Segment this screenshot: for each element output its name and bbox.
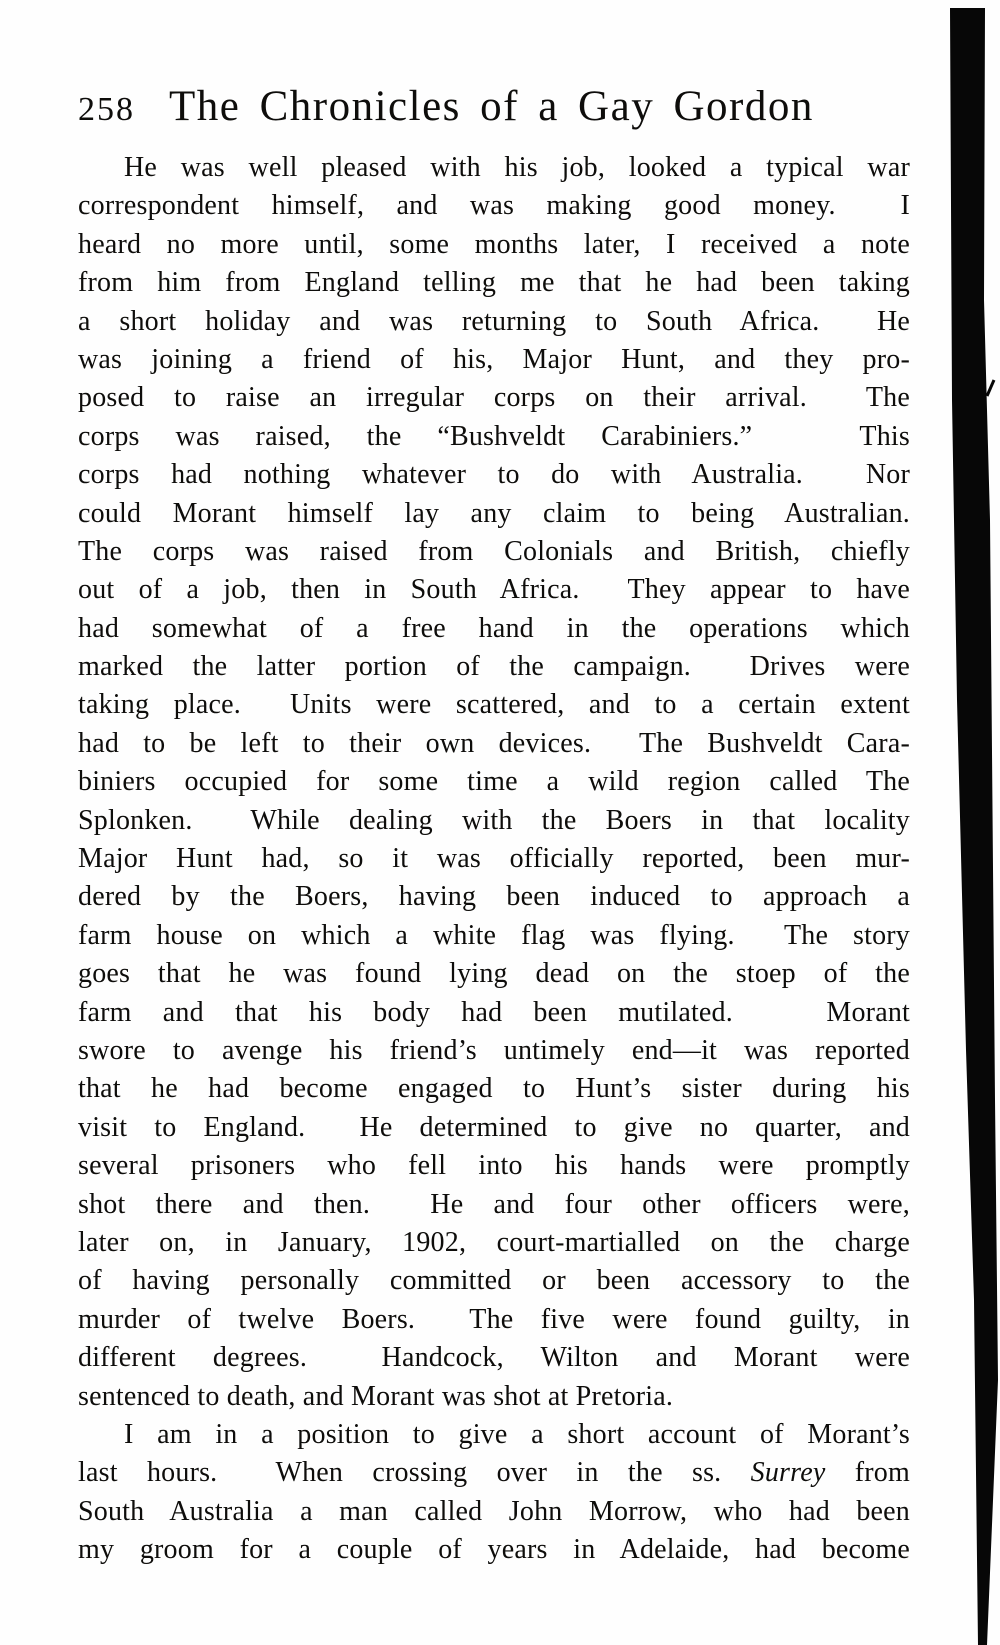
text-line [78,725,910,763]
text-line [78,840,910,878]
text-segment: different degrees. Handcock, Wilton and Morant were [78,1342,910,1374]
text-segment: farm house on which a white flag was flying. The story [78,919,910,951]
text-line [78,226,910,264]
text-line [78,418,910,456]
text-line [78,495,910,533]
italic-ship-name: Surrey [750,1457,826,1489]
page-number: 258 [78,91,135,128]
text-segment: dered by the Boers, having been induced to approach a [78,881,910,913]
text-line [78,149,910,187]
text-line [78,1531,910,1569]
text-line [78,802,910,840]
text-line [78,571,910,609]
text-segment: could Morant himself lay any claim to being Australian. [78,497,910,529]
text-segment: swore to avenge his friend’s untimely end—it was reported [78,1034,910,1066]
text-segment: a short holiday and was returning to South Africa. He [78,305,910,337]
page-header [78,82,814,131]
text-line [78,1070,910,1108]
text-segment: farm and that his body had been mutilated. Morant [78,996,910,1028]
text-segment: had to be left to their own devices. The Bushveldt Cara- [78,727,910,759]
text-line [78,303,910,341]
text-line [78,686,910,724]
text-segment: South Australia a man called John Morrow, who had been [78,1495,910,1527]
text-line [78,955,910,993]
text-segment: corps was raised, the “Bushveldt Carabiniers.” This [78,420,910,452]
text-line [78,1186,910,1224]
text-segment: marked the latter portion of the campaign. Drives were [78,651,910,683]
text-line [78,1224,910,1262]
text-line [78,610,910,648]
page-title: The Chronicles of a Gay Gordon [169,83,814,130]
text-segment: from him from England telling me that he had been taking [78,267,910,299]
text-segment: biniers occupied for some time a wild region called The [78,766,910,798]
text-segment: He was well pleased with his job, looked a typical war [124,152,910,183]
text-segment: later on, in January, 1902, court-martialled on the charge [78,1226,910,1258]
text-segment: out of a job, then in South Africa. They appear to have [78,574,910,606]
text-segment: murder of twelve Boers. The five were found guilty, in [78,1303,910,1335]
text-line [78,648,910,686]
text-segment: my groom for a couple of years in Adelaide, had become [78,1534,910,1566]
text-segment: The corps was raised from Colonials and British, chiefly [78,535,910,567]
text-line [78,1378,910,1416]
gutter-shadow-bar [950,8,998,1645]
text-segment: from [825,1457,910,1489]
text-segment: corps had nothing whatever to do with Australia. Nor [78,459,910,491]
text-line [78,187,910,225]
text-segment: correspondent himself, and was making good money. I [78,190,910,222]
text-line [78,1147,910,1185]
text-segment: Major Hunt had, so it was officially reported, been mur- [78,843,910,875]
text-line [78,264,910,302]
text-line [78,1032,910,1070]
text-line [78,379,910,417]
text-line [78,533,910,571]
text-segment: of having personally committed or been accessory to the [78,1265,910,1297]
text-segment: visit to England. He determined to give no quarter, and [78,1111,910,1143]
text-segment: was joining a friend of his, Major Hunt, and they pro- [78,343,910,375]
text-line [78,917,910,955]
text-line [78,1301,910,1339]
text-segment: shot there and then. He and four other officers were, [78,1188,910,1220]
text-line [78,1262,910,1300]
text-line [78,341,910,379]
gutter-tick-mark [987,380,994,396]
text-segment: had somewhat of a free hand in the operations which [78,612,910,644]
text-line [78,1416,910,1454]
text-line [78,994,910,1032]
text-line [78,456,910,494]
text-segment: posed to raise an irregular corps on their arrival. The [78,382,910,414]
paragraph [78,149,910,1416]
text-segment: heard no more until, some months later, I received a note [78,228,910,260]
body-text [78,149,910,1569]
text-segment: last hours. When crossing over in the ss. [78,1457,751,1489]
text-segment: several prisoners who fell into his hands were promptly [78,1150,910,1182]
text-segment: sentenced to death, and Morant was shot at Pretoria. [78,1380,674,1412]
text-segment: goes that he was found lying dead on the stoep of the [78,958,910,990]
text-line [78,1454,910,1492]
text-line [78,1109,910,1147]
paragraph [78,1416,910,1570]
text-segment: I am in a position to give a short account of Morant’s [124,1418,910,1450]
text-line [78,1339,910,1377]
text-segment: Splonken. While dealing with the Boers in that locality [78,804,910,836]
text-line [78,763,910,801]
text-line [78,878,910,916]
text-segment: taking place. Units were scattered, and to a certain extent [78,689,910,721]
text-segment: that he had become engaged to Hunt’s sister during his [78,1073,910,1105]
text-line [78,1493,910,1531]
